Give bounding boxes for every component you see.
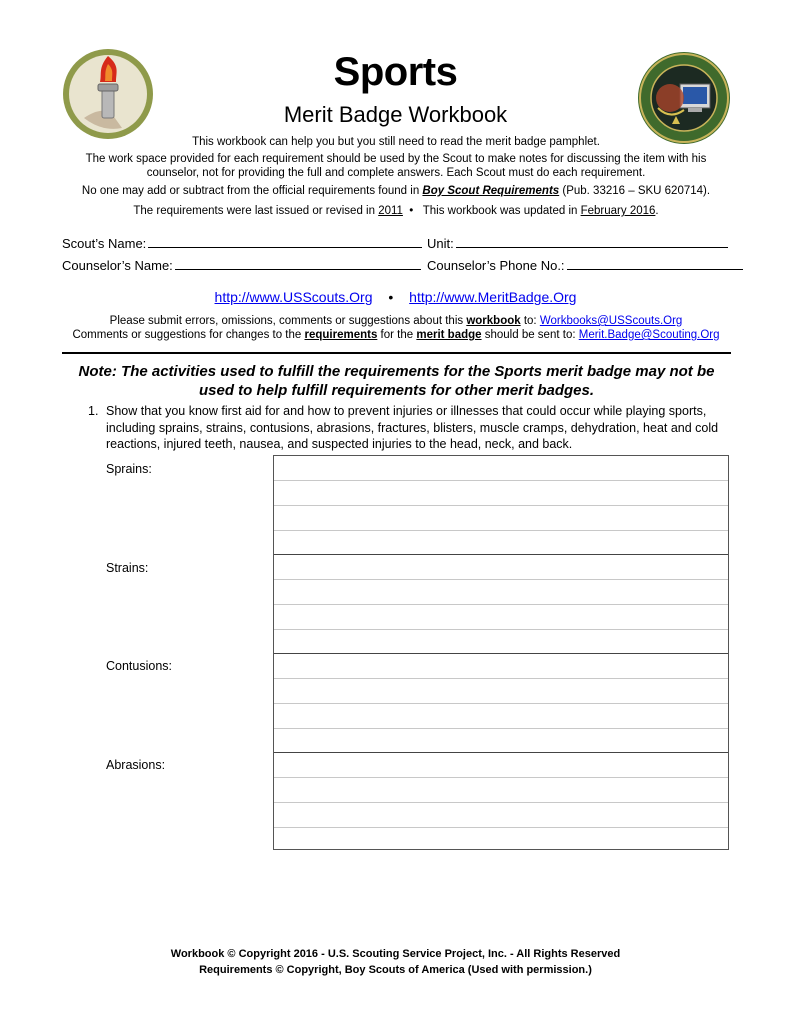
counselor-name-line[interactable]: [175, 257, 421, 270]
counselor-name-field[interactable]: [62, 257, 421, 273]
usscouts-link[interactable]: http://www.USScouts.Org: [214, 289, 373, 305]
scout-name-line[interactable]: [148, 235, 422, 248]
meritbadge-link[interactable]: http://www.MeritBadge.Org: [409, 289, 577, 305]
grid-line: [274, 604, 728, 605]
unit-field[interactable]: [427, 235, 728, 251]
submit-line-2: [60, 329, 732, 342]
merit-badge-word: merit badge: [416, 329, 482, 341]
intro-text: • This workbook was updated in: [402, 205, 581, 217]
page-subtitle: Merit Badge Workbook: [283, 102, 508, 127]
unit-line[interactable]: [456, 235, 728, 248]
revision-year: 2011: [378, 205, 403, 217]
counselor-name-label: Counselor’s Name:: [62, 258, 173, 273]
page-title: Sports: [333, 50, 458, 94]
submit-text: for the: [377, 329, 417, 341]
section-separator: [274, 554, 728, 555]
intro-line-2: The work space provided for each requirement should be used by the Scout to make notes for discussing the item with his counselor, not for providing the full and complete answers. Each Scout must do each requirement.: [85, 153, 707, 179]
submit-text: Please submit errors, omissions, comments or suggestions about this: [109, 315, 467, 327]
submit-line-1: [60, 315, 732, 328]
scout-name-field[interactable]: [62, 235, 422, 251]
intro-text: (Pub. 33216 – SKU 620714).: [559, 185, 711, 197]
section-separator: [274, 653, 728, 654]
note-text: Note: The activities used to fulfill the requirements for the Sports merit badge may not be used to help fulfill requirements for other merit badges.: [78, 363, 715, 399]
workbook-word: workbook: [466, 315, 521, 327]
grid-line: [274, 802, 728, 803]
merit-badge-email-link[interactable]: Merit.Badge@Scouting.Org: [578, 329, 720, 341]
grid-line: [274, 480, 728, 481]
grid-line: [274, 530, 728, 531]
contusions-label: Contusions:: [106, 659, 173, 673]
grid-line: [274, 777, 728, 778]
section-divider: [62, 352, 731, 354]
requirement-number: 1.: [88, 404, 99, 418]
submit-text: to:: [520, 315, 540, 327]
grid-line: [274, 827, 728, 828]
boy-scout-requirements-ref: Boy Scout Requirements: [422, 185, 560, 197]
intro-line-3: [60, 184, 732, 198]
unit-label: Unit:: [427, 236, 454, 251]
requirement-text: Show that you know first aid for and how to prevent injuries or illnesses that could occur while playing sports, including sprains, strains, contusions, abrasions, fractures, blisters, muscle cramps, dehydration, heat and cold reactions, injured teeth, nausea, and suspected injuries to the head, neck, and back.: [106, 404, 719, 451]
footer-copyright-workbook: Workbook © Copyright 2016 - U.S. Scouting Service Project, Inc. - All Rights Reserved: [170, 948, 621, 960]
footer-copyright-requirements: Requirements © Copyright, Boy Scouts of America (Used with permission.): [199, 964, 592, 976]
intro-text: No one may add or subtract from the official requirements found in: [81, 185, 423, 197]
counselor-phone-field[interactable]: [427, 257, 743, 273]
grid-line: [274, 505, 728, 506]
submit-text: should be sent to:: [481, 329, 579, 341]
intro-text: .: [655, 205, 659, 217]
requirements-word: requirements: [304, 329, 378, 341]
grid-line: [274, 579, 728, 580]
counselor-phone-line[interactable]: [567, 257, 743, 270]
intro-line-4: [60, 204, 732, 218]
section-separator: [274, 752, 728, 753]
scout-name-label: Scout’s Name:: [62, 236, 147, 251]
intro-text: The requirements were last issued or revised in: [133, 205, 379, 217]
requirement-1: [88, 403, 728, 453]
abrasions-label: Abrasions:: [106, 758, 166, 772]
grid-line: [274, 629, 728, 630]
workbooks-email-link[interactable]: Workbooks@USScouts.Org: [539, 315, 683, 327]
grid-line: [274, 703, 728, 704]
link-separator: •: [388, 289, 394, 305]
updated-date: February 2016: [580, 205, 656, 217]
answer-grid[interactable]: [273, 455, 729, 850]
intro-line-1: This workbook can help you but you still need to read the merit badge pamphlet.: [192, 136, 600, 148]
grid-line: [274, 678, 728, 679]
grid-line: [274, 728, 728, 729]
strains-label: Strains:: [106, 561, 149, 575]
website-links: [0, 289, 791, 305]
sprains-label: Sprains:: [106, 462, 152, 476]
counselor-phone-label: Counselor’s Phone No.:: [427, 258, 565, 273]
submit-text: Comments or suggestions for changes to the: [72, 329, 305, 341]
